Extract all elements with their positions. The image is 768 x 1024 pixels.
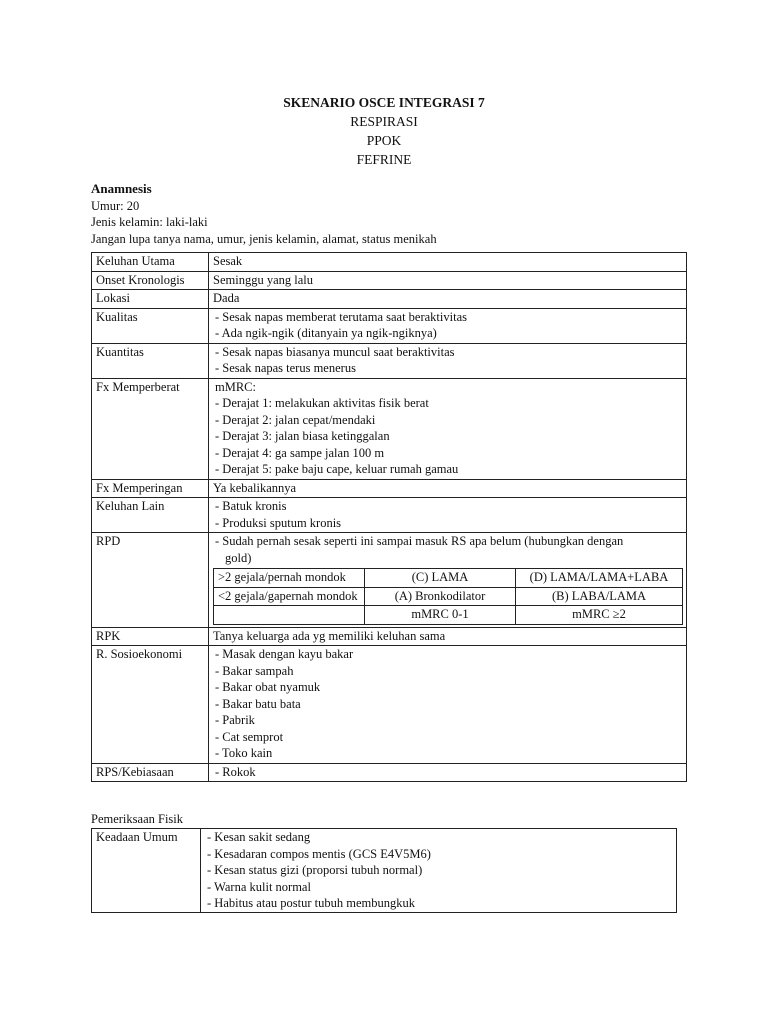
- gold-row: [214, 606, 683, 625]
- table-row: [92, 479, 687, 498]
- gold-cell: (D) LAMA/LAMA+LABA: [516, 569, 683, 588]
- list-item: - Bakar obat nyamuk: [215, 680, 321, 694]
- document-title: SKENARIO OSCE INTEGRASI 7: [283, 95, 485, 110]
- row-label: Keluhan Utama: [92, 253, 209, 272]
- table-row: [92, 378, 687, 479]
- list-item: - Habitus atau postur tubuh membungkuk: [207, 896, 415, 910]
- table-row: [92, 290, 687, 309]
- table-row: [92, 271, 687, 290]
- row-value: [209, 763, 687, 782]
- row-label: Onset Kronologis: [92, 271, 209, 290]
- anamnesis-section: [91, 181, 691, 247]
- list-item: - Derajat 2: jalan cepat/mendaki: [215, 412, 376, 427]
- list-item: - Derajat 3: jalan biasa ketinggalan: [215, 429, 390, 443]
- row-value: Dada: [209, 290, 687, 309]
- rpd-text-cont: gold): [225, 550, 252, 565]
- list-item: - Rokok: [215, 764, 256, 779]
- gold-cell: mMRC ≥2: [516, 606, 683, 625]
- list-item: - Sesak napas memberat terutama saat beraktivitas: [215, 309, 467, 324]
- row-value: [209, 308, 687, 343]
- author-name: FEFRINE: [356, 152, 412, 167]
- physical-exam-table: [91, 828, 677, 913]
- row-label: RPK: [92, 627, 209, 646]
- gold-row: [214, 569, 683, 588]
- row-value: [209, 646, 687, 764]
- list-item: - Cat semprot: [215, 729, 284, 744]
- list-item: - Produksi sputum kronis: [215, 515, 342, 530]
- list-item: - Kesan status gizi (proporsi tubuh normal): [207, 863, 423, 877]
- row-label: Kuantitas: [92, 343, 209, 378]
- row-label: Fx Memperberat: [92, 378, 209, 479]
- disease-subtitle: PPOK: [366, 133, 402, 148]
- anamnesis-heading: Anamnesis: [91, 181, 152, 196]
- row-label: Fx Memperingan: [92, 479, 209, 498]
- gold-row: [214, 587, 683, 606]
- list-item: - Warna kulit normal: [207, 879, 311, 894]
- row-label: Keadaan Umum: [92, 829, 201, 913]
- row-value: Tanya keluarga ada yg memiliki keluhan sama: [209, 627, 687, 646]
- table-row: [92, 627, 687, 646]
- row-label: Keluhan Lain: [92, 498, 209, 533]
- table-row: [92, 763, 687, 782]
- row-value: Sesak: [209, 253, 687, 272]
- list-item: - Derajat 4: ga sampe jalan 100 m: [215, 445, 385, 460]
- table-row: [92, 253, 687, 272]
- anamnesis-note: Jangan lupa tanya nama, umur, jenis kelamin, alamat, status menikah: [91, 231, 437, 246]
- row-label: RPD: [92, 533, 209, 628]
- row-value: Seminggu yang lalu: [209, 271, 687, 290]
- list-item: - Sesak napas terus menerus: [215, 361, 356, 375]
- row-value: [209, 533, 687, 628]
- list-item: - Pabrik: [215, 713, 255, 727]
- physical-exam-heading: Pemeriksaan Fisik: [91, 812, 184, 826]
- list-item: - Derajat 5: pake baju cape, keluar rumah gamau: [215, 462, 459, 476]
- row-value: [201, 829, 677, 913]
- list-item: - Masak dengan kayu bakar: [215, 647, 354, 661]
- table-row: [92, 829, 677, 913]
- row-label: R. Sosioekonomi: [92, 646, 209, 764]
- list-item: - Bakar sampah: [215, 663, 294, 678]
- table-row: [92, 646, 687, 764]
- table-row: [92, 343, 687, 378]
- row-label: RPS/Kebiasaan: [92, 763, 209, 782]
- gold-cell: <2 gejala/gapernah mondok: [214, 587, 365, 606]
- row-value: [209, 343, 687, 378]
- anamnesis-table: [91, 252, 687, 782]
- patient-age: Umur: 20: [91, 198, 140, 213]
- list-item: - Kesadaran compos mentis (GCS E4V5M6): [207, 846, 431, 861]
- gold-cell: mMRC 0-1: [365, 606, 516, 625]
- patient-sex: Jenis kelamin: laki-laki: [91, 215, 208, 229]
- table-row: [92, 533, 687, 628]
- list-item: - Kesan sakit sedang: [207, 830, 311, 844]
- table-row: [92, 498, 687, 533]
- gold-cell: (A) Bronkodilator: [365, 587, 516, 606]
- list-item: - Ada ngik-ngik (ditanyain ya ngik-ngiknya): [215, 326, 437, 340]
- mmrc-heading: mMRC:: [215, 379, 256, 394]
- row-value: [209, 378, 687, 479]
- gold-table: [213, 568, 683, 625]
- row-value: [209, 498, 687, 533]
- list-item: - Batuk kronis: [215, 499, 287, 513]
- gold-cell-empty: [214, 606, 365, 625]
- table-row: [92, 308, 687, 343]
- list-item: - Derajat 1: melakukan aktivitas fisik berat: [215, 396, 429, 410]
- gold-cell: (C) LAMA: [365, 569, 516, 588]
- list-item: - Toko kain: [215, 746, 273, 760]
- system-subtitle: RESPIRASI: [350, 114, 418, 129]
- document-header: [0, 93, 768, 169]
- gold-cell: (B) LABA/LAMA: [516, 587, 683, 606]
- row-label: Lokasi: [92, 290, 209, 309]
- list-item: - Sesak napas biasanya muncul saat beraktivitas: [215, 344, 455, 359]
- row-value: Ya kebalikannya: [209, 479, 687, 498]
- rpd-text: - Sudah pernah sesak seperti ini sampai masuk RS apa belum (hubungkan dengan: [215, 534, 624, 548]
- gold-cell: >2 gejala/pernah mondok: [214, 569, 365, 588]
- list-item: - Bakar batu bata: [215, 696, 301, 711]
- row-label: Kualitas: [92, 308, 209, 343]
